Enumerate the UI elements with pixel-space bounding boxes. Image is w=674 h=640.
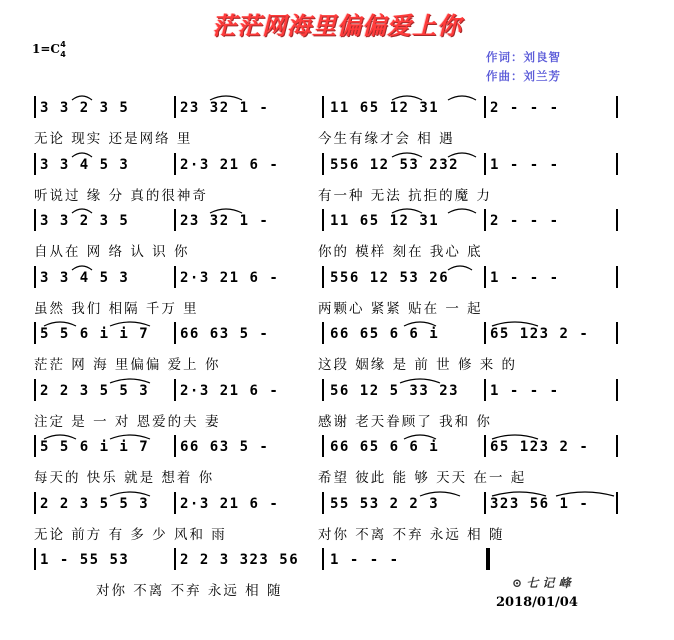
bar-line xyxy=(34,209,36,231)
notes-line xyxy=(0,207,674,235)
measure: 2 - - - xyxy=(490,213,560,229)
measure: 11 65 12 31 xyxy=(330,213,440,229)
lyric-phrase: 今生有缘才会 相 遇 xyxy=(318,131,455,147)
lyric-phrase: 希望 彼此 能 够 天天 在一 起 xyxy=(318,470,527,486)
measure: 23 32 1 - xyxy=(180,213,270,229)
song-title: 茫茫网海里偏偏爱上你 xyxy=(212,12,462,40)
lyric-phrase: 听说过 缘 分 真的很神奇 xyxy=(34,187,208,204)
lyric-phrase: 有一种 无法 抗拒的魔 力 xyxy=(318,187,492,204)
bar-line xyxy=(322,209,324,231)
lyrics-line xyxy=(0,521,674,545)
bar-line xyxy=(484,209,486,231)
bar-line xyxy=(174,435,176,457)
bar-line xyxy=(174,153,176,175)
lyric-phrase: 虽然 我们 相隔 千万 里 xyxy=(34,300,199,317)
bar-line xyxy=(486,548,490,570)
measure: 66 65 6 6 i xyxy=(330,439,440,455)
lyric-phrase: 对你 不离 不弃 永远 相 随 xyxy=(318,526,505,543)
lyric-phrase: 注定 是 一 对 恩爱的夫 妻 xyxy=(34,413,221,430)
bar-line xyxy=(322,266,324,288)
lyrics-line xyxy=(0,464,674,488)
lyrics-line xyxy=(0,125,674,149)
bar-line xyxy=(174,322,176,344)
bar-line xyxy=(616,96,618,118)
bar-line xyxy=(174,266,176,288)
notes-line xyxy=(0,320,674,348)
bar-line xyxy=(322,435,324,457)
lyric-phrase: 茫茫 网 海 里偏偏 爱上 你 xyxy=(34,357,221,373)
lyric-phrase: 感谢 老天眷顾了 我和 你 xyxy=(318,413,492,430)
measure: 1 - - - xyxy=(330,552,400,568)
bar-line xyxy=(616,322,618,344)
bar-line xyxy=(484,153,486,175)
notes-line xyxy=(0,433,674,461)
measure: 1 - - - xyxy=(490,382,560,399)
time-signature xyxy=(58,40,68,60)
bar-line xyxy=(616,209,618,231)
notes-line xyxy=(0,546,674,574)
bar-line xyxy=(616,492,618,514)
measure: 11 65 12 31 xyxy=(330,100,440,116)
lyric-phrase: 每天的 快乐 就是 想着 你 xyxy=(34,470,215,486)
measure: 2 - - - xyxy=(490,100,560,116)
measure: 1 - - - xyxy=(490,269,560,286)
key-signature: 1=C xyxy=(32,42,60,56)
notes-line xyxy=(0,151,674,179)
signature: ⊙ 七 记 峰 xyxy=(512,576,571,590)
measure: 2·3 21 6 - xyxy=(180,382,280,399)
bar-line xyxy=(616,153,618,175)
measure: 66 63 5 - xyxy=(180,439,270,455)
measure: 2 2 3 323 56 xyxy=(180,552,300,568)
bar-line xyxy=(616,435,618,457)
notes-line xyxy=(0,94,674,122)
bar-line xyxy=(34,435,36,457)
composer-credit: 作曲：刘兰芳 xyxy=(486,69,561,83)
measure: 556 12 53 26 xyxy=(330,269,450,286)
measure: 2·3 21 6 - xyxy=(180,495,280,512)
lyric-phrase: 两颗心 紧紧 贴在 一 起 xyxy=(318,300,483,317)
measure: 5 5 6 i i 7 xyxy=(40,439,150,455)
bar-line xyxy=(484,96,486,118)
measure: 1 - - - xyxy=(490,156,560,173)
lyrics-line xyxy=(0,351,674,375)
measure: 65 123 2 - xyxy=(490,439,590,455)
bar-line xyxy=(322,322,324,344)
bar-line xyxy=(322,96,324,118)
measure: 2 2 3 5 5 3 xyxy=(40,382,150,399)
bar-line xyxy=(484,266,486,288)
bar-line xyxy=(616,379,618,401)
bar-line xyxy=(34,548,36,570)
bar-line xyxy=(322,379,324,401)
measure: 3 3 4 5 3 xyxy=(40,269,130,286)
bar-line xyxy=(174,492,176,514)
measure: 1 - 55 53 xyxy=(40,552,130,568)
measure: 5 5 6 i i 7 xyxy=(40,326,150,342)
bar-line xyxy=(322,492,324,514)
bar-line xyxy=(174,96,176,118)
lyric-phrase: 这段 姻缘 是 前 世 修 来 的 xyxy=(318,357,518,373)
lyric-phrase: 自从在 网 络 认 识 你 xyxy=(34,244,190,260)
bar-line xyxy=(484,322,486,344)
score-date: 2018/01/04 xyxy=(496,595,578,610)
lyric-phrase: 对你 不离 不弃 永远 相 随 xyxy=(96,583,283,599)
score-row xyxy=(0,207,674,271)
score-row xyxy=(0,94,674,158)
score-row xyxy=(0,490,674,554)
measure: 65 123 2 - xyxy=(490,326,590,342)
lyric-phrase: 你的 模样 刻在 我心 底 xyxy=(318,244,483,260)
score-row xyxy=(0,377,674,441)
measure: 556 12 53 232 xyxy=(330,156,460,173)
notes-line xyxy=(0,264,674,292)
lyrics-line xyxy=(0,408,674,432)
measure: 55 53 2 2 3 xyxy=(330,495,440,512)
score-row xyxy=(0,433,674,497)
bar-line xyxy=(34,492,36,514)
measure: 23 32 1 - xyxy=(180,100,270,116)
bar-line xyxy=(174,548,176,570)
score-row xyxy=(0,320,674,384)
bar-line xyxy=(34,379,36,401)
lyricist-credit: 作词：刘良智 xyxy=(486,50,561,64)
measure: 66 65 6 6 i xyxy=(330,326,440,342)
lyrics-line xyxy=(0,182,674,206)
measure: 2·3 21 6 - xyxy=(180,156,280,173)
bar-line xyxy=(616,266,618,288)
measure: 66 63 5 - xyxy=(180,326,270,342)
bar-line xyxy=(322,153,324,175)
lyric-phrase: 无论 现实 还是网络 里 xyxy=(34,131,193,147)
notes-line xyxy=(0,377,674,405)
bar-line xyxy=(484,379,486,401)
bar-line xyxy=(34,322,36,344)
lyrics-line xyxy=(0,295,674,319)
measure: 3 3 2 3 5 xyxy=(40,213,130,229)
measure: 3 3 4 5 3 xyxy=(40,156,130,173)
notes-line xyxy=(0,490,674,518)
measure: 56 12 5 33 23 xyxy=(330,382,460,399)
measure: 2·3 21 6 - xyxy=(180,269,280,286)
bar-line xyxy=(34,96,36,118)
measure: 3 3 2 3 5 xyxy=(40,100,130,116)
time-signature-bottom: 4 xyxy=(60,50,66,59)
measure: 2 2 3 5 5 3 xyxy=(40,495,150,512)
bar-line xyxy=(34,266,36,288)
bar-line xyxy=(322,548,324,570)
bar-line xyxy=(174,379,176,401)
score-row xyxy=(0,151,674,215)
time-signature-top: 4 xyxy=(60,40,66,49)
score-row xyxy=(0,264,674,328)
bar-line xyxy=(174,209,176,231)
bar-line xyxy=(484,492,486,514)
bar-line xyxy=(34,153,36,175)
bar-line xyxy=(484,435,486,457)
measure: 323 56 1 - xyxy=(490,495,590,512)
lyric-phrase: 无论 前方 有 多 少 风和 雨 xyxy=(34,526,227,543)
lyrics-line xyxy=(0,238,674,262)
